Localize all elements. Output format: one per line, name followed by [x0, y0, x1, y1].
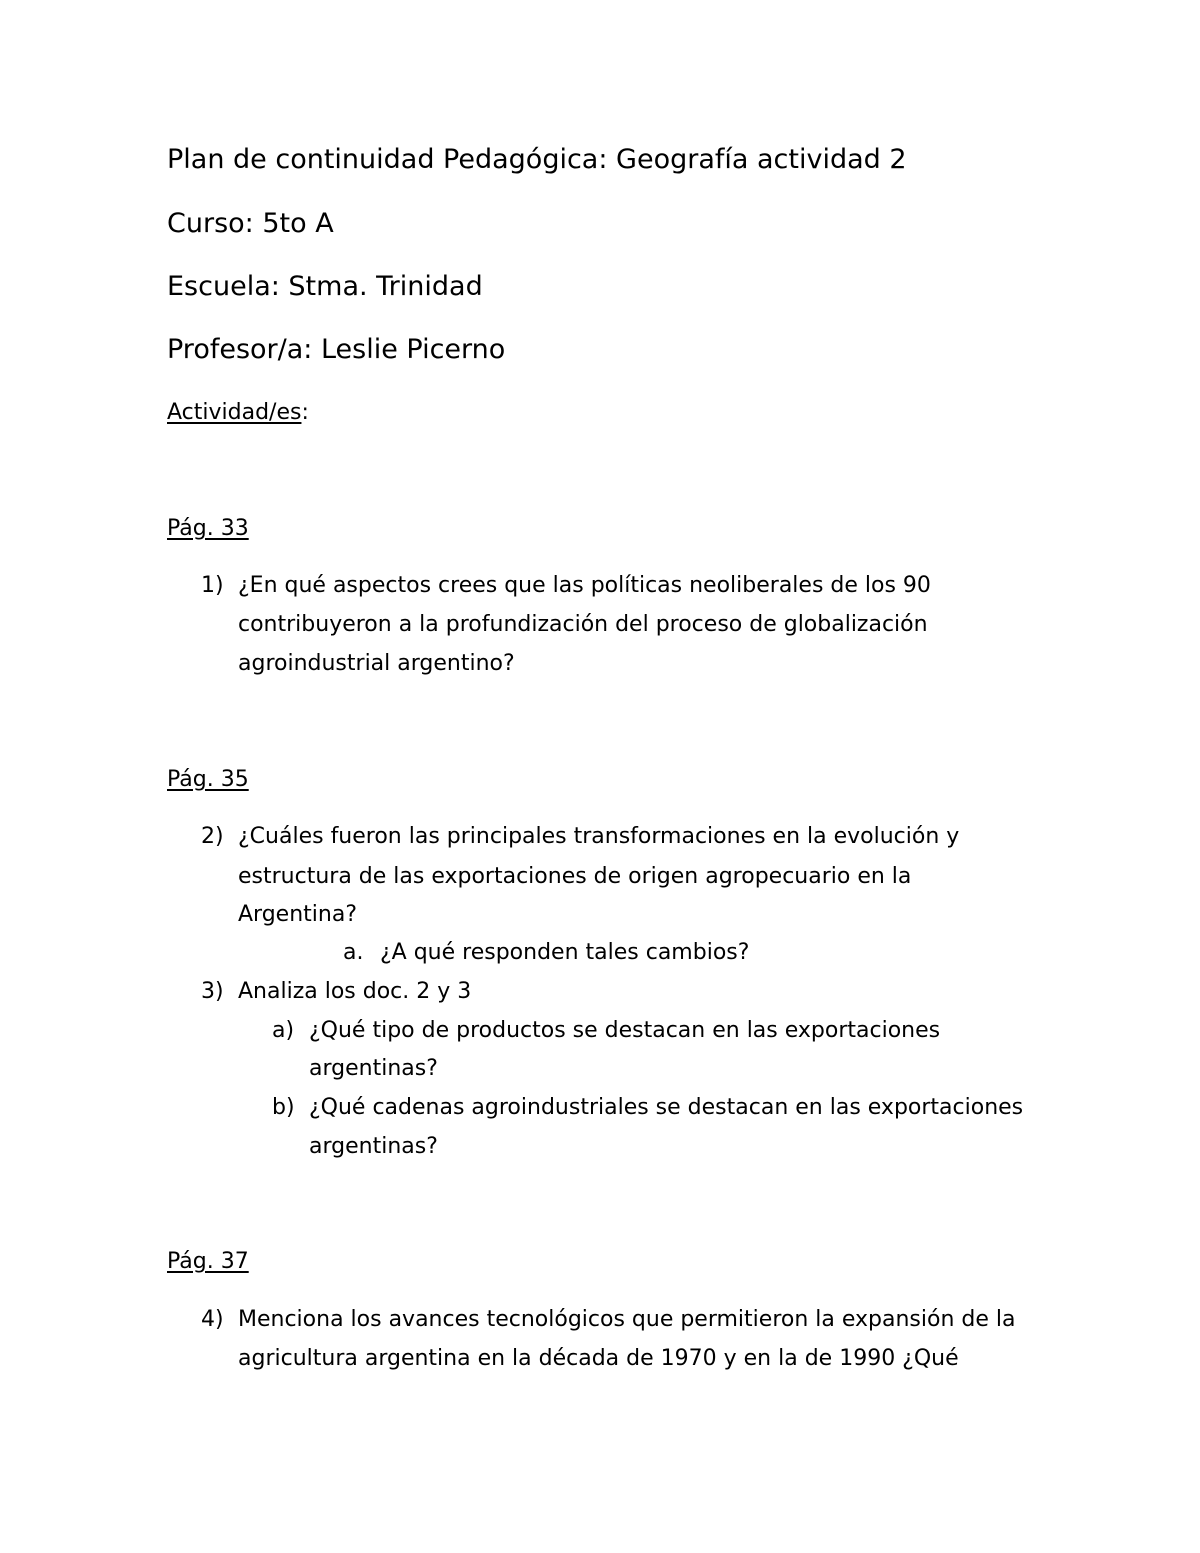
question-3a-line-2: argentinas? [309, 1056, 438, 1081]
curso-line: Curso: 5to A [167, 208, 334, 239]
question-1-line-3: agroindustrial argentino? [238, 651, 515, 676]
page-ref-33: Pág. 33 [167, 516, 249, 541]
escuela-line: Escuela: Stma. Trinidad [167, 271, 483, 302]
question-1-line-1: ¿En qué aspectos crees que las políticas neoliberales de los 90 [238, 573, 931, 598]
question-3-text: Analiza los doc. 2 y 3 [238, 979, 472, 1004]
profesor-line: Profesor/a: Leslie Picerno [167, 334, 506, 365]
question-4-line-1: Menciona los avances tecnológicos que permitieron la expansión de la [238, 1307, 1016, 1332]
actividades-label: Actividad/es [167, 400, 302, 425]
question-3b-marker: b) [272, 1095, 295, 1120]
question-2-line-1: ¿Cuáles fueron las principales transformaciones en la evolución y [238, 824, 960, 849]
question-3b-line-1: ¿Qué cadenas agroindustriales se destacan en las exportaciones [309, 1095, 1024, 1120]
page-ref-35: Pág. 35 [167, 767, 249, 792]
question-1-line-2: contribuyeron a la profundización del proceso de globalización [238, 612, 928, 637]
question-2-line-3: Argentina? [238, 902, 357, 927]
question-4-line-2: agricultura argentina en la década de 1970 y en la de 1990 ¿Qué [238, 1346, 959, 1371]
question-4-number: 4) [201, 1307, 224, 1332]
question-1-number: 1) [201, 573, 224, 598]
question-3b-line-2: argentinas? [309, 1134, 438, 1159]
question-3a-marker: a) [272, 1018, 295, 1043]
document-title: Plan de continuidad Pedagógica: Geografía actividad 2 [167, 144, 907, 175]
actividades-colon: : [301, 400, 309, 425]
question-3a-line-1: ¿Qué tipo de productos se destacan en las exportaciones [309, 1018, 941, 1043]
page-ref-37: Pág. 37 [167, 1249, 249, 1274]
question-2a-marker: a. [343, 940, 364, 965]
question-2a-text: ¿A qué responden tales cambios? [380, 940, 750, 965]
actividades-heading [167, 402, 309, 424]
question-2-number: 2) [201, 824, 224, 849]
question-2-line-2: estructura de las exportaciones de origen agropecuario en la [238, 864, 912, 889]
question-3-number: 3) [201, 979, 224, 1004]
